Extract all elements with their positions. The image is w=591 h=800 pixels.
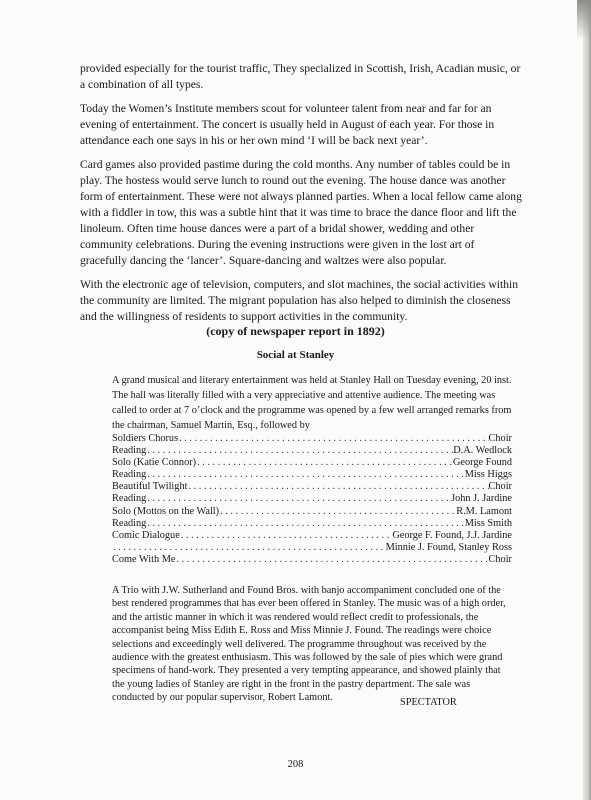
programme-item: Soldiers Chorus <box>112 433 179 444</box>
programme-item: Solo (Mottos on the Wall) <box>112 505 220 517</box>
leader-dots <box>187 481 488 493</box>
page-number: 208 <box>287 759 304 770</box>
leader-dots <box>180 530 393 542</box>
leader-dots <box>146 493 451 505</box>
programme-performer: Choir <box>488 433 512 444</box>
leader-dots <box>196 457 453 469</box>
programme-performer: Miss Smith <box>464 517 512 529</box>
programme-performer: Minnie J. Found, Stanley Ross <box>385 541 512 553</box>
programme-item: Reading <box>112 517 147 529</box>
programme-row <box>112 457 512 469</box>
scan-corner-shadow <box>577 0 591 40</box>
programme-item: Reading <box>112 493 147 505</box>
report-signature: SPECTATOR <box>400 697 457 708</box>
programme-row <box>112 506 512 518</box>
programme-item: Come With Me <box>112 553 176 565</box>
programme-performer: George Found <box>452 457 512 469</box>
report-intro: A grand musical and literary entertainment was held at Stanley Hall on Tuesday evening, 20 inst. The hall was literally filled with a very appreciative and attentive audience. The meeting was called to order at 7 o’clock and the programme was opened by a few well arranged remarks from the chairman, Samuel Martin, Esq., followed by <box>112 375 512 431</box>
leader-dots <box>146 469 464 481</box>
body-text <box>80 61 524 333</box>
leader-dots <box>112 542 386 554</box>
programme-row <box>112 481 512 493</box>
programme-performer: Choir <box>488 553 512 565</box>
leader-dots <box>219 506 456 518</box>
programme-row <box>112 542 512 554</box>
programme-performer: Miss Higgs <box>464 469 512 481</box>
programme-row <box>112 493 512 505</box>
programme-performer: D.A. Wedlock <box>453 445 512 457</box>
programme-list <box>112 433 512 566</box>
leader-dots <box>175 554 488 566</box>
body-paragraph: With the electronic age of television, computers, and slot machines, the social activities within the community are limited. The migrant population has also helped to diminish the closeness and the willingness of residents to support activities in the community. <box>80 278 519 323</box>
programme-row <box>112 445 512 457</box>
programme-performer: John J. Jardine <box>451 493 512 505</box>
leader-dots <box>178 433 488 445</box>
programme-performer: Choir <box>488 481 512 493</box>
programme-item: Beautiful Twilight <box>112 481 188 493</box>
programme-row <box>112 469 512 481</box>
body-paragraph: Card games also provided pastime during the cold months. Any number of tables could be in play. The hostess would serve lunch to round out the evening. The house dance was another form of entertainment. These were not always planned parties. When a local fellow came along with a fiddler in tow, this was a subtle hint that it was time to brace the dance floor and lift the linoleum. Often time house dances were a part of a bridal shower, wedding and other community celebrations. During the evening instructions were given in the lost art of gracefully dancing the ‘lancer’. Square-dancing and waltzes were also popular. <box>80 158 522 267</box>
programme-row <box>112 518 512 530</box>
programme-performer: George F. Found, J.J. Jardine <box>392 529 512 541</box>
body-paragraph: Today the Women’s Institute members scout for volunteer talent from near and far for an evening of entertainment. The concert is usually held in August of each year. For those in attendance each one says in his or her own mind ‘I will be back next year’. <box>80 102 495 147</box>
programme-item: Reading <box>112 445 147 457</box>
report-closing: A Trio with J.W. Sutherland and Found Bros. with banjo accompaniment concluded one of the best rendered programmes that has ever been offered in Stanley. The music was of a high order, and the artistic manner in which it was rendered would reflect credit to professionals, the accompanist being Miss Edith E. Ross and Miss Minnie J. Found. The readings were choice selections and exceedingly well delivered. The programme throughout was received by the audience with the greatest enthusiasm. This was followed by the sale of pies which were grand specimens of hand-work. They presented a very tempting appearance, and showed plainly that the young ladies of Stanley are right in the front in the pastry department. The sale was conducted by our popular supervisor, Robert Lamont. <box>112 585 506 704</box>
programme-item: Comic Dialogue <box>112 529 180 541</box>
programme-performer: R.M. Lamont <box>456 505 512 517</box>
programme-row <box>112 554 512 566</box>
programme-row <box>112 433 512 445</box>
report-title: Social at Stanley <box>256 349 335 361</box>
programme-item: Reading <box>112 469 147 481</box>
leader-dots <box>146 445 453 457</box>
programme-row <box>112 530 512 542</box>
scan-edge-shadow <box>583 0 591 800</box>
body-paragraph: provided especially for the tourist traffic, They specialized in Scottish, Irish, Acadian music, or a combination of all types. <box>80 62 521 91</box>
leader-dots <box>146 518 464 530</box>
programme-item: Solo (Katie Connor) <box>112 457 197 469</box>
report-heading: (copy of newspaper report in 1892) <box>206 324 385 338</box>
